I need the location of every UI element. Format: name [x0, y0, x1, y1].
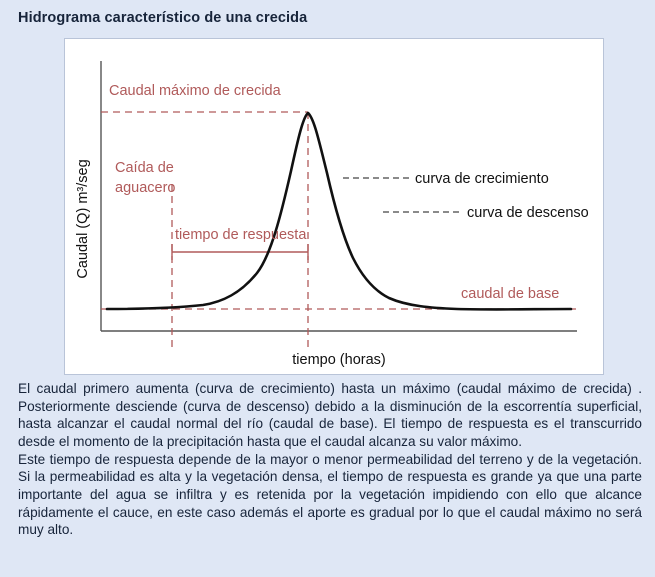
base-flow-label: caudal de base — [461, 286, 560, 302]
caption-block — [18, 380, 642, 539]
falling-limb-label: curva de descenso — [467, 205, 589, 221]
hydrograph-figure — [64, 38, 604, 375]
caption-paragraph-2: Este tiempo de respuesta depende de la mayor o menor permeabilidad del terreno y de la vegetación. Si la permeabilidad es alta y la vegetación densa, el tiempo de respuesta es grande ya que una parte importante del agua se infiltra y es retenida por la vegetación impidiendo con ello que alcance rápidamente el cauce, en este caso además el aporte es gradual por lo que el caudal máximo no será muy alto. — [18, 451, 642, 538]
response-time-label: tiempo de respuesta — [175, 227, 307, 243]
x-axis-label: tiempo (horas) — [292, 352, 386, 368]
caption-paragraph-1: El caudal primero aumenta (curva de crecimiento) hasta un máximo (caudal máximo de crecida) . Posteriormente desciende (curva de descenso) debido a la disminución de la escorrentía superficial, hasta alcanzar el caudal normal del río (caudal de base). El tiempo de respuesta es el transcurrido desde el momento de la precipitación hasta que el caudal alcanza su valor máximo. — [18, 381, 642, 450]
page-title: Hidrograma característico de una crecida — [18, 10, 308, 26]
rainfall-label-line2: aguacero — [115, 180, 176, 196]
y-axis-label: Caudal (Q) m³/seg — [75, 159, 91, 279]
peak-flow-label: Caudal máximo de crecida — [109, 83, 281, 99]
rising-limb-label: curva de crecimiento — [415, 171, 549, 187]
rainfall-label-line1: Caída de — [115, 160, 174, 176]
